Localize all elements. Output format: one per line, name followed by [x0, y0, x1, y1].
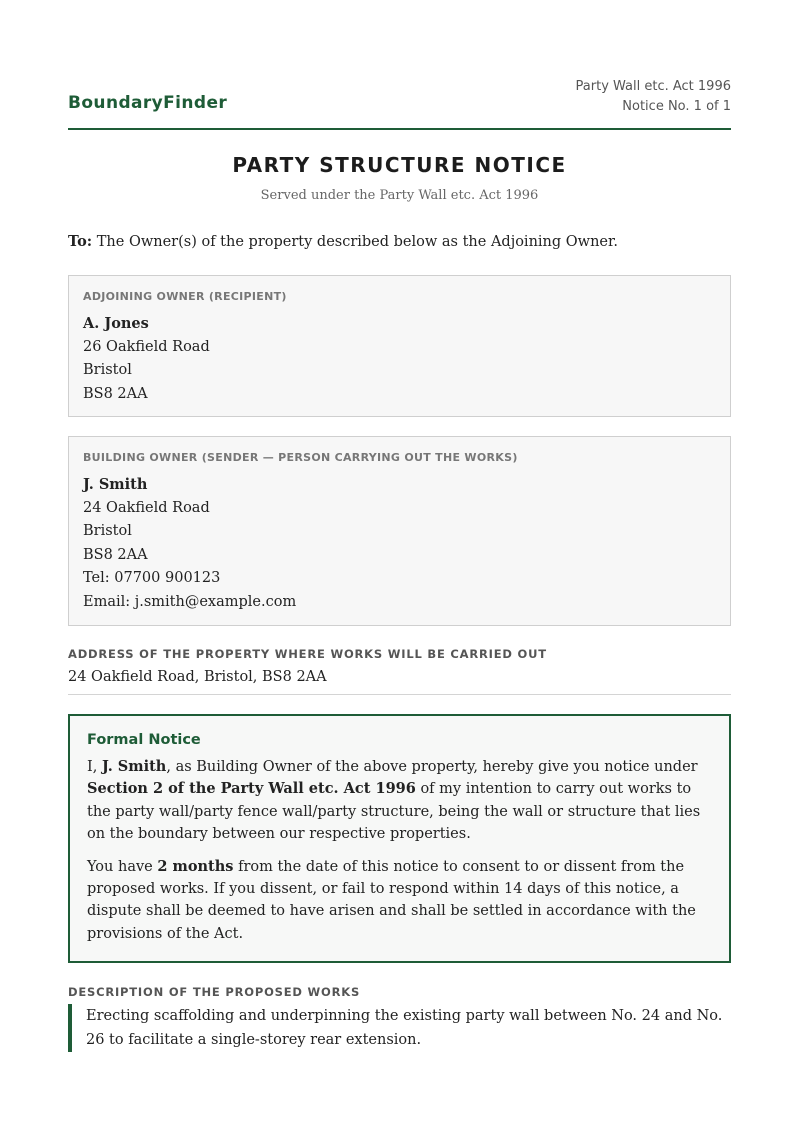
notice-text: I,	[87, 759, 102, 775]
page-subtitle: Served under the Party Wall etc. Act 1996	[260, 188, 539, 203]
to-text: The Owner(s) of the property described below as the Adjoining Owner.	[92, 234, 618, 250]
adjoining-owner-town: Bristol	[83, 362, 132, 379]
works-description: Erecting scaffolding and underpinning the existing party wall between No. 24 and No. 26 to facilitate a single-storey rear extension.	[68, 1004, 731, 1052]
notice-text: from the date of this notice to consent to or dissent from the proposed works. If you dissent, or fail to respond within 14 days of this notice, a dispute shall be deemed to have arisen and shall be settled in accordance with the provisions of the Act.	[87, 858, 696, 942]
property-address-label: ADDRESS OF THE PROPERTY WHERE WORKS WILL BE CARRIED OUT	[68, 647, 547, 661]
notice-number: Notice No. 1 of 1	[622, 99, 731, 114]
building-owner-phone: Tel: 07700 900123	[83, 570, 221, 587]
building-owner-label: BUILDING OWNER (SENDER — PERSON CARRYING OUT THE WORKS)	[83, 451, 518, 464]
formal-notice-paragraph-2	[87, 856, 712, 946]
building-owner-town: Bristol	[83, 523, 132, 540]
adjoining-owner-postcode: BS8 2AA	[83, 385, 148, 402]
works-description-label: DESCRIPTION OF THE PROPOSED WORKS	[68, 985, 361, 999]
formal-notice-title: Formal Notice	[87, 732, 201, 748]
building-owner-email: Email: j.smith@example.com	[83, 593, 297, 610]
notice-text: You have	[87, 858, 158, 875]
page-title: PARTY STRUCTURE NOTICE	[232, 153, 567, 177]
adjoining-owner-box	[68, 275, 731, 417]
adjoining-owner-street: 26 Oakfield Road	[83, 338, 210, 355]
building-owner-postcode: BS8 2AA	[83, 546, 148, 563]
document-header	[68, 76, 731, 130]
property-address: 24 Oakfield Road, Bristol, BS8 2AA	[68, 669, 327, 685]
response-period: 2 months	[157, 857, 234, 875]
recipient-line	[68, 233, 618, 250]
building-owner-street: 24 Oakfield Road	[83, 499, 210, 516]
brand-logo: BoundaryFinder	[68, 93, 228, 113]
formal-notice-paragraph-1	[87, 756, 712, 846]
building-owner-name: J. Smith	[83, 476, 148, 493]
notice-text: of my intention to carry out works to the party wall/party fence wall/party structure, being the wall or structure that lies on the boundary between our respective properties.	[87, 781, 701, 843]
adjoining-owner-label: ADJOINING OWNER (RECIPIENT)	[83, 290, 287, 303]
notice-text: , as Building Owner of the above property, hereby give you notice under	[166, 759, 698, 775]
adjoining-owner-name: A. Jones	[83, 315, 149, 332]
header-meta	[576, 77, 731, 117]
section-divider	[68, 694, 731, 695]
formal-notice-box	[68, 714, 731, 963]
act-reference: Party Wall etc. Act 1996	[575, 79, 731, 94]
to-label: To:	[68, 233, 93, 250]
act-section: Section 2 of the Party Wall etc. Act 1996	[87, 780, 416, 798]
building-owner-box	[68, 436, 731, 626]
sender-name: J. Smith	[101, 758, 167, 775]
